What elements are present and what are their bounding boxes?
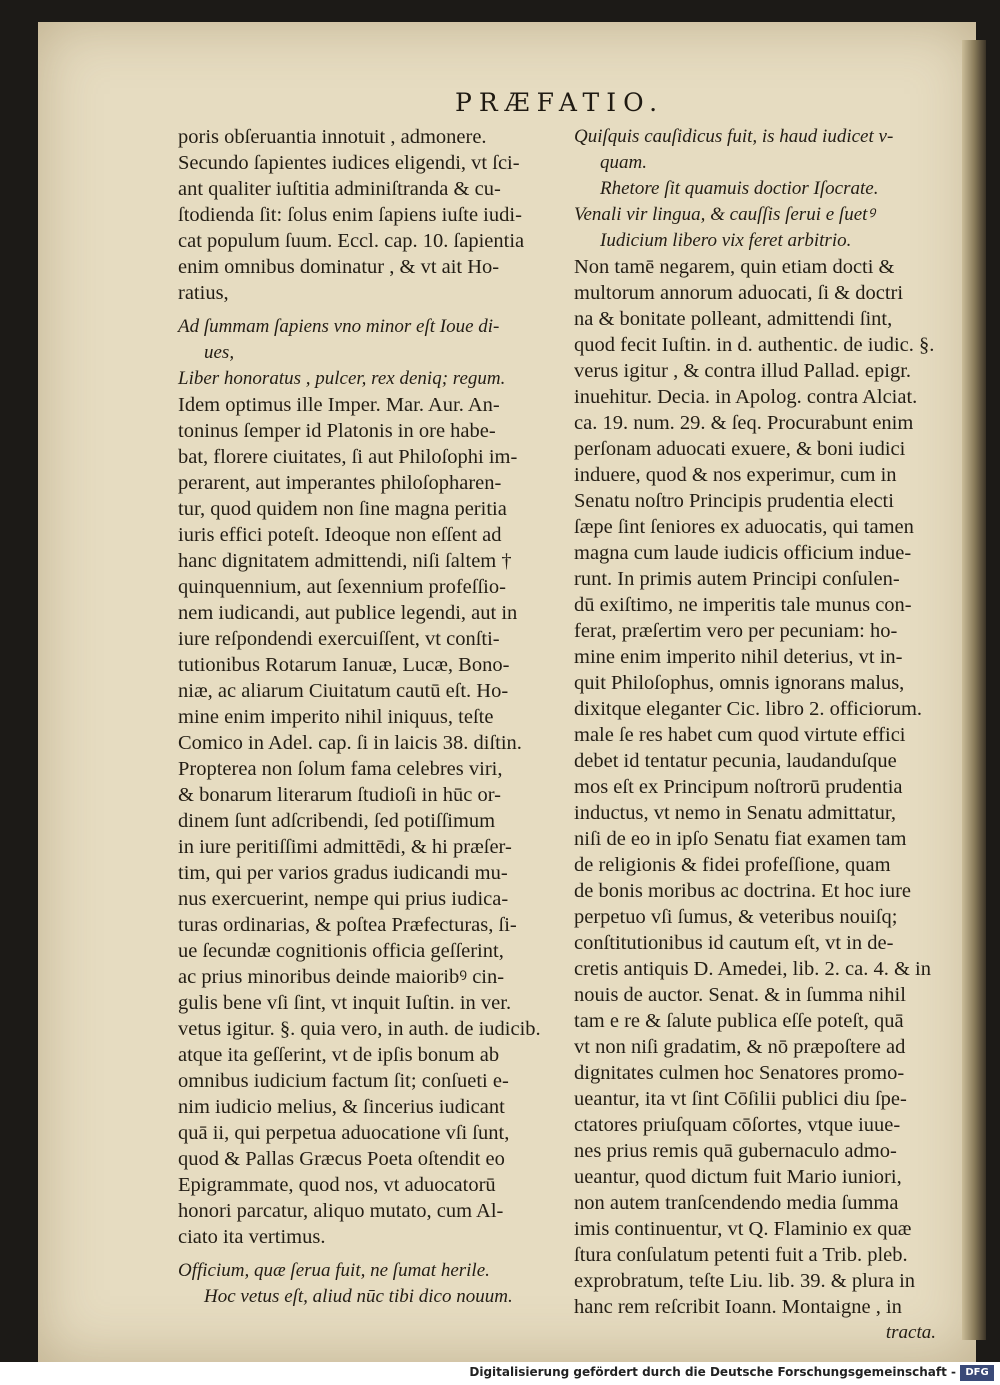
text-line: hanc rem reſcribit Ioann. Montaigne , in	[574, 1296, 902, 1318]
text-line: Epigrammate, quod nos, vt aduocatorū	[178, 1174, 496, 1196]
text-line: conſtitutionibus id cautum eſt, vt in de-	[574, 932, 894, 954]
verse-gap	[178, 306, 542, 314]
text-line: niſi de eo in ipſo Senatu fiat examen tam	[574, 828, 907, 850]
page-edge	[962, 40, 986, 1340]
text-line: Senatu noſtro Principis prudentia electi	[574, 490, 894, 512]
footer-bar	[0, 1362, 1000, 1385]
text-line: inuehitur. Decia. in Apolog. contra Alciat.	[574, 386, 918, 408]
text-line: inductus, vt nemo in Senatu admittatur,	[574, 802, 897, 824]
text-line: perſonam aduocati exuere, & boni iudici	[574, 438, 906, 460]
text-line: nouis de auctor. Senat. & in ſumma nihil	[574, 984, 906, 1006]
text-line: ueantur, ita vt ſint Cōſilii publici diu ſpe-	[574, 1088, 907, 1110]
text-line: runt. In primis autem Principi conſulen-	[574, 568, 900, 590]
text-line: & bonarum literarum ſtudioſi in hūc or-	[178, 784, 501, 806]
text-line: de bonis moribus ac doctrina. Et hoc iure	[574, 880, 912, 902]
text-line: tim, qui per varios gradus iudicandi mu-	[178, 862, 508, 884]
verse-line: Iudicium libero vix feret arbitrio.	[600, 230, 852, 251]
text-line: turas ordinarias, & poſtea Præfecturas, ſi-	[178, 914, 517, 936]
text-line: ant qualiter iuſtitia adminiſtranda & cu-	[178, 178, 501, 200]
text-line: mine enim imperito nihil iniquus, teſte	[178, 706, 494, 728]
text-line: ratius,	[178, 282, 229, 304]
text-line: induere, quod & nos experimur, cum in	[574, 464, 897, 486]
text-line: male ſe res habet cum quod virtute effici	[574, 724, 906, 746]
text-line: iure reſpondendi exercuiſſent, vt conſti-	[178, 628, 500, 650]
right-column	[574, 124, 936, 1346]
verse-line: Venali vir lingua, & cauſſis ſerui e ſuetꝰ	[574, 204, 875, 225]
text-line: ciato ita vertimus.	[178, 1226, 326, 1248]
text-line: atque ita geſſerint, vt de ipſis bonum ab	[178, 1044, 500, 1066]
verse-line: quam.	[600, 152, 647, 173]
verse-line: Officium, quæ ſerua fuit, ne ſumat herile.	[178, 1260, 490, 1281]
verse-gap	[178, 1250, 542, 1258]
text-line: nus exercuerint, nempe qui prius iudica-	[178, 888, 509, 910]
footer-credit: Digitalisierung gefördert durch die Deutsche Forschungsgemeinschaft -	[469, 1365, 956, 1379]
text-line: na & bonitate polleant, admittendi ſint,	[574, 308, 893, 330]
text-line: vetus igitur. §. quia vero, in auth. de iudicib.	[178, 1018, 541, 1040]
text-line: in iure peritiſſimi admittēdi, & hi præſer-	[178, 836, 512, 858]
verse-line: Liber honoratus , pulcer, rex deniq; regum.	[178, 368, 506, 389]
text-line: iuris effici poteſt. Ideoque non eſſent ad	[178, 524, 502, 546]
text-line: de religionis & fidei profeſſione, quam	[574, 854, 891, 876]
text-line: magna cum laude iudicis officium indue-	[574, 542, 912, 564]
text-line: ca. 19. num. 29. & ſeq. Procurabunt enim	[574, 412, 914, 434]
verse-line: Rhetore ſit quamuis doctior Iſocrate.	[600, 178, 879, 199]
text-line: quā ii, qui perpetua aduocatione vſi ſunt,	[178, 1122, 510, 1144]
text-line: poris obſeruantia innotuit , admonere.	[178, 126, 487, 148]
text-line: mos eſt ex Principum noſtrorū prudentia	[574, 776, 903, 798]
text-line: dignitates culmen hoc Senatores promo-	[574, 1062, 905, 1084]
text-line: nes prius remis quā gubernaculo admo-	[574, 1140, 897, 1162]
catchword: tracta.	[885, 1322, 936, 1343]
verse-line: Hoc vetus eſt, aliud nūc tibi dico nouum.	[204, 1286, 513, 1307]
text-line: imis continuentur, vt Q. Flaminio ex quæ	[574, 1218, 912, 1240]
text-line: toninus ſemper id Platonis in ore habe-	[178, 420, 496, 442]
text-line: quod & Pallas Græcus Poeta oſtendit eo	[178, 1148, 505, 1170]
text-line: gulis bene vſi ſint, vt inquit Iuſtin. in ver.	[178, 992, 512, 1014]
text-line: omnibus iudicium factum ſit; conſueti e-	[178, 1070, 509, 1092]
text-line: ſtura conſulatum petenti fuit a Trib. pleb.	[574, 1244, 908, 1266]
verse-line: Quiſquis cauſidicus fuit, is haud iudicet v-	[574, 126, 894, 147]
text-line: ſæpe ſint ſeniores ex aduocatis, qui tamen	[574, 516, 914, 538]
text-line: bat, florere ciuitates, ſi aut Philoſophi im-	[178, 446, 518, 468]
text-line: hanc dignitatem admittendi, niſi ſaltem †	[178, 550, 512, 572]
text-line: ue ſecundæ cognitionis officia geſſerint,	[178, 940, 504, 962]
text-line: Non tamē negarem, quin etiam docti &	[574, 256, 895, 278]
text-line: nim iudicio melius, & ſincerius iudicant	[178, 1096, 505, 1118]
text-line: ac prius minoribus deinde maioribꝰ cin-	[178, 966, 505, 988]
text-line: debet id tentatur pecunia, laudanduſque	[574, 750, 897, 772]
text-line: vt non niſi gradatim, & nō præpoſtere ad	[574, 1036, 906, 1058]
text-line: nem iudicandi, aut publice legendi, aut in	[178, 602, 518, 624]
text-line: exprobratum, teſte Liu. lib. 39. & plura in	[574, 1270, 916, 1292]
text-line: perarent, aut imperantes philoſopharen-	[178, 472, 502, 494]
text-line: enim omnibus dominatur , & vt ait Ho-	[178, 256, 500, 278]
verse-line: ues,	[204, 342, 235, 363]
text-line: honori parcatur, aliquo mutato, cum Al-	[178, 1200, 504, 1222]
text-line: Secundo ſapientes iudices eligendi, vt ſci-	[178, 152, 520, 174]
text-line: quinquennium, aut ſexennium profeſſio-	[178, 576, 506, 598]
text-line: cat populum ſuum. Eccl. cap. 10. ſapientia	[178, 230, 525, 252]
text-line: quit Philoſophus, omnis ignorans malus,	[574, 672, 905, 694]
text-line: ctatores priuſquam cōſortes, vtque iuue-	[574, 1114, 901, 1136]
text-line: Idem optimus ille Imper. Mar. Aur. An-	[178, 394, 500, 416]
dfg-logo: DFG	[960, 1365, 994, 1381]
text-line: dixitque eleganter Cic. libro 2. officiorum.	[574, 698, 923, 720]
text-line: non autem tranſcendendo media ſumma	[574, 1192, 899, 1214]
running-title: PRÆFATIO.	[455, 88, 665, 117]
text-line: perpetuo vſi ſumus, & veteribus nouiſq;	[574, 906, 898, 928]
text-line: dū exiſtimo, ne imperitis tale munus con-	[574, 594, 912, 616]
text-line: tutionibus Rotarum Ianuæ, Lucæ, Bono-	[178, 654, 510, 676]
text-line: quod fecit Iuſtin. in d. authentic. de iudic. §.	[574, 334, 935, 356]
text-line: dinem ſunt adſcribendi, ſed potiſſimum	[178, 810, 496, 832]
text-line: Comico in Adel. cap. ſi in laicis 38. diſtin.	[178, 732, 522, 754]
left-column	[178, 124, 542, 1310]
text-line: tam e re & ſalute publica eſſe poteſt, quā	[574, 1010, 904, 1032]
text-line: ueantur, quod dictum fuit Mario iuniori,	[574, 1166, 902, 1188]
text-line: cretis antiquis D. Amedei, lib. 2. ca. 4. & in	[574, 958, 931, 980]
text-line: tur, quod quidem non ſine magna peritia	[178, 498, 507, 520]
text-line: ferat, præſertim vero per pecuniam: ho-	[574, 620, 898, 642]
text-line: multorum annorum aduocati, ſi & doctri	[574, 282, 904, 304]
text-line: niæ, ac aliarum Ciuitatum cautū eſt. Ho-	[178, 680, 509, 702]
text-line: mine enim imperito nihil deterius, vt in-	[574, 646, 903, 668]
text-line: verus igitur , & contra illud Pallad. epigr.	[574, 360, 912, 382]
text-line: Propterea non ſolum fama celebres viri,	[178, 758, 503, 780]
text-line: ſtodienda ſit: ſolus enim ſapiens iuſte iudi-	[178, 204, 522, 226]
verse-line: Ad ſummam ſapiens vno minor eſt Ioue di-	[178, 316, 500, 337]
